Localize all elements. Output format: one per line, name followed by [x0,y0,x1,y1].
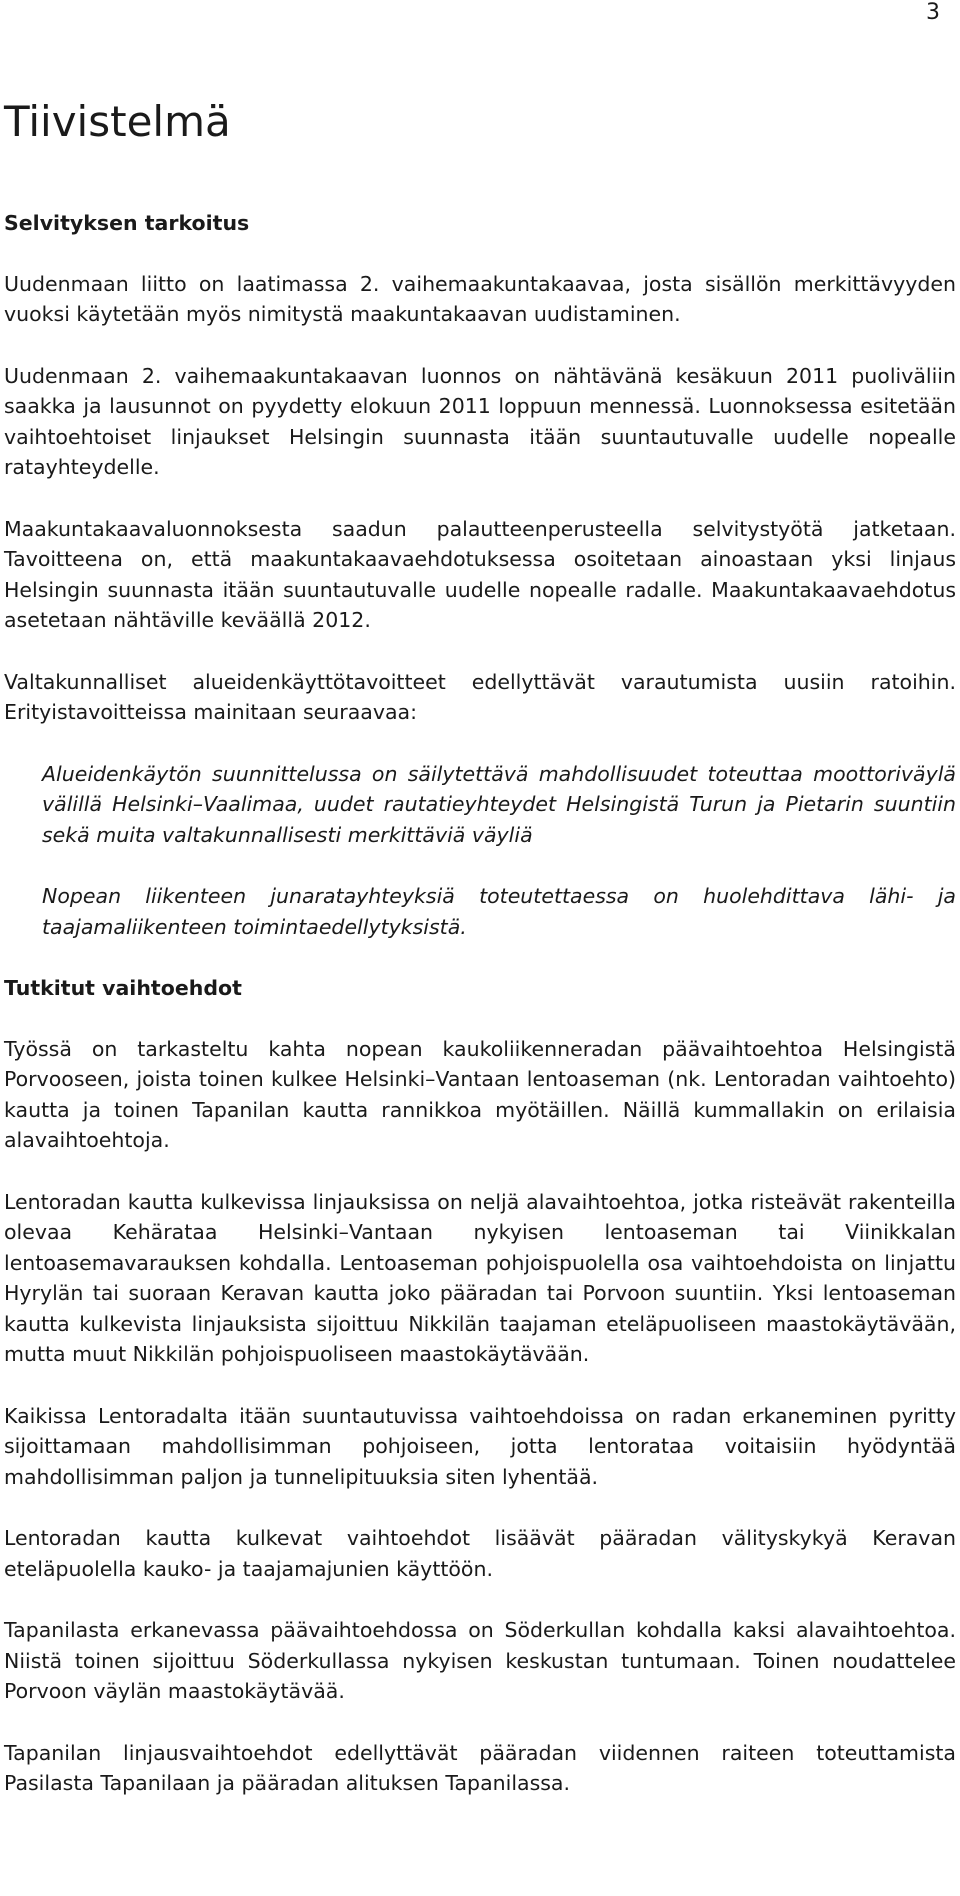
document-title: Tiivistelmä [4,97,231,146]
paragraph: Tapanilan linjausvaihtoehdot edellyttävät pääradan viidennen raiteen toteuttamista Pasilasta Tapanilaan ja pääradan alituksen Tapanilassa. [4,1740,956,1795]
section-heading-alternatives: Tutkitut vaihtoehdot [4,976,242,1000]
paragraph: Työssä on tarkasteltu kahta nopean kaukoliikenneradan päävaihtoehtoa Helsingistä Porvooseen, joista toinen kulkee Helsinki–Vantaan lentoaseman (nk. Lentoradan vaihtoehto) kautta ja toinen Tapanilan kautta rannikkoa myötäillen. Näillä kummallakin on erilaisia alavaihtoehtoja. [4,1036,956,1152]
quoted-paragraph: Alueidenkäytön suunnittelussa on säilytettävä mahdollisuudet toteuttaa moottoriväylä välillä Helsinki–Vaalimaa, uudet rautatieyhteydet Helsingistä Turun ja Pietarin suuntiin sekä muita valtakunnallisesti merkittäviä väyliä [42,761,956,847]
paragraph: Lentoradan kautta kulkevat vaihtoehdot lisäävät pääradan välityskykyä Keravan eteläpuolella kauko- ja taajamajunien käyttöön. [4,1526,956,1581]
paragraph: Uudenmaan liitto on laatimassa 2. vaihemaakuntakaavaa, josta sisällön merkittävyyden vuoksi käytetään myös nimitystä maakuntakaavan uudistaminen. [4,271,956,326]
paragraph: Uudenmaan 2. vaihemaakuntakaavan luonnos on nähtävänä kesäkuun 2011 puoliväliin saakka ja lausunnot on pyydetty elokuun 2011 loppuun mennessä. Luonnoksessa esitetään vaihtoehtoiset linjaukset Helsingin suunnasta itään suuntautuvalle uudelle nopealle ratayhteydelle. [4,363,956,479]
paragraph: Kaikissa Lentoradalta itään suuntautuvissa vaihtoehdoissa on radan erkaneminen pyritty sijoittamaan mahdollisimman pohjoiseen, jotta lentorataa voitaisiin hyödyntää mahdollisimman paljon ja tunnelipituuksia siten lyhentää. [4,1403,956,1489]
paragraph: Valtakunnalliset alueidenkäyttötavoitteet edellyttävät varautumista uusiin ratoihin. Erityistavoitteissa mainitaan seuraavaa: [4,669,956,724]
section-heading-purpose: Selvityksen tarkoitus [4,211,250,235]
document-body [4,208,956,1830]
paragraph: Lentoradan kautta kulkevissa linjauksissa on neljä alavaihtoehtoa, jotka risteävät rakenteilla olevaa Kehärataa Helsinki–Vantaan nykyisen lentoaseman tai Viinikkalan lentoasemavarauksen kohdalla. Lentoaseman pohjoispuolella osa vaihtoehdoista on linjattu Hyrylän tai suoraan Keravan kautta joko pääradan tai Porvoon suuntiin. Yksi lentoaseman kautta kulkevista linjauksista sijoittuu Nikkilän taajaman eteläpuoliseen maastokäytävään, mutta muut Nikkilän pohjoispuoliseen maastokäytävään. [4,1189,956,1366]
quoted-paragraph: Nopean liikenteen junaratayhteyksiä toteutettaessa on huolehdittava lähi- ja taajamaliikenteen toimintaedellytyksistä. [42,884,956,939]
paragraph: Maakuntakaavaluonnoksesta saadun palautteenperusteella selvitystyötä jatketaan. Tavoitteena on, että maakuntakaavaehdotuksessa osoitetaan ainoastaan yksi linjaus Helsingin suunnasta itään suuntautuvalle uudelle nopealle radalle. Maakuntakaavaehdotus asetetaan nähtäville keväällä 2012. [4,516,956,632]
page-number: 3 [926,0,940,25]
paragraph: Tapanilasta erkanevassa päävaihtoehdossa on Söderkullan kohdalla kaksi alavaihtoehtoa. Niistä toinen sijoittuu Söderkullassa nykyisen keskustan tuntumaan. Toinen noudattelee Porvoon väylän maastokäytävää. [4,1618,956,1703]
